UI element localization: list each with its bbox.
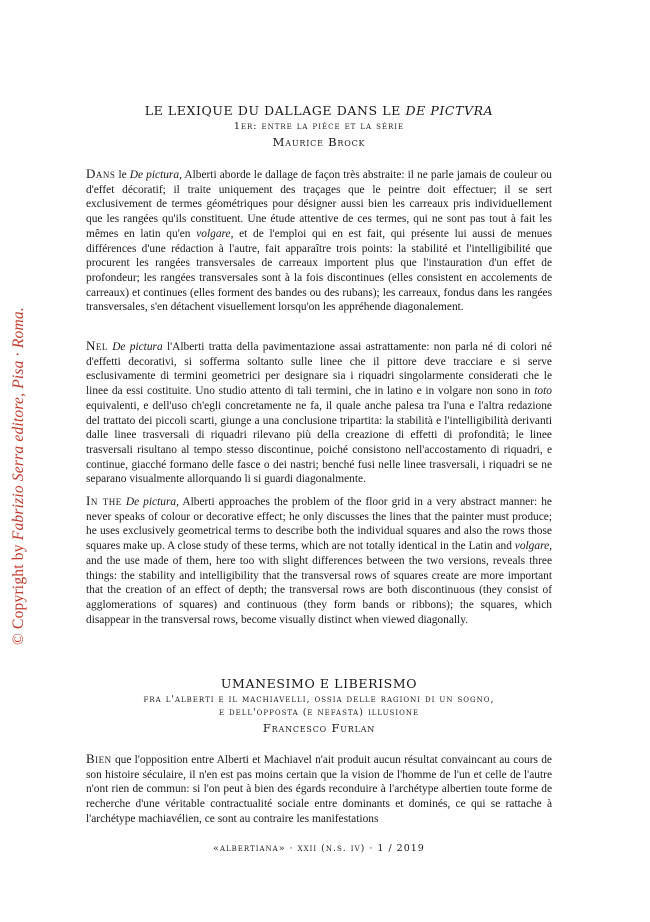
copyright-notice	[10, 265, 30, 645]
copyright-publisher: Fabrizio Serra editore, Pisa · Roma.	[10, 307, 27, 541]
copyright-symbol: ©	[10, 633, 27, 645]
article1-author: Maurice Brock	[272, 135, 366, 149]
abstract-english: In the De pictura, Alberti approaches the problem of the floor grid in a very abstract manner: he never speaks of colour or decorative effect; he only discusses the lines that the painter must produce; he uses exclusively geometrical terms to describe both the individual squares and also the rows those squares make up. A close study of these terms, which are not totally identical in the Latin and volgare, and the use made of them, here too with slight differences between the two versions, reveals three things: the stability and intelligibility that the transversal rows of squares create are more important that the creation of an effect of depth; the transversal rows are both discontinuous (they consist of agglomerations of squares) and continuous (they form bands or ribbons); the squares, which disappear in the transversal rows, become visually distinct when viewed diagonally.	[86, 493, 552, 626]
article2-heading	[86, 676, 552, 735]
article2-abstract-french: Bien que l'opposition entre Alberti et Machiavel n'ait produit aucun résultat convaincant au cours de son histoire séculaire, il n'en est pas moins certain que la vision de l'homme de l'un et celle de l'autre n'ont rien de commun: si l'on peut à bien des égards reconduire à l'archétype albertien toute forme de recherche d'une véritable contractualité sociale entre dominants et dominés, ce qui se rattache à l'archétype machiavélien, ce sont au contraire les manifestations	[86, 751, 552, 825]
abstract-french: Dans le De pictura, Alberti aborde le dallage de façon très abstraite: il ne parle jamais de couleur ou d'effet décoratif; il traite uniquement des traçages que le peintre doit effectuer; il se sert exclusivement de termes géométriques pour désigner aussi bien les carreaux pris individuellement que les rangées qu'ils constituent. Une étude attentive de ces termes, qui ne sont pas tout à fait les mêmes en latin qu'en volgare, et de l'emploi qui en est fait, qui présente lui aussi de menues différences d'une rédaction à l'autre, fait apparaître trois points: la stabilité et l'intelligibilité que procurent les rangées transversales de carreaux importent plus que l'instauration d'un effet de profondeur; les rangées transversales sont à la fois discontinues (elles consistent en accolements de carreaux) et continues (elles forment des bandes ou des rubans); les carreaux, fondus dans les rangées transversales, s'en détachent visuellement lorsqu'on les appréhende diagonalement.	[86, 166, 552, 314]
abstract-italian: Nel De pictura l'Alberti tratta della pavimentazione assai astrattamente: non parla né di colori né d'effetti decorativi, si soffermа soltanto sulle linee che il pittore deve tracciare e si serve esclusivamente di termini geometrici per designare sia i riquadri singolarmente considerati che le linee da essi costituite. Uno studio attento di tali termini, che in latino e in volgare non sono in toto equivalenti, e dell'uso ch'egli concretamente ne fa, il quale anche palesa tra l'una e l'altra redazione del trattato dei piccoli scarti, giunge a una conclusione tripartita: la stabilità e l'intelligibilità derivanti dalle linee trasversali di riquadri rilevano più della creazione di effetti di profondità; le linee trasversali risultano al tempo stesso discontinue, poiché consistono nell'accostamento di riquadri, e continue, giacché formano delle fasce o dei nastri; benché fusi nelle linee trasversali, i riquadri se ne separano visualmente allorquando li si guardi diagonalmente.	[86, 338, 552, 486]
article2-title: UMANESIMO E LIBERISMO	[220, 676, 418, 691]
copyright-prefix: Copyright by	[10, 544, 27, 629]
article1-subtitle: 1er: entre la pièce et la série	[233, 121, 405, 132]
page-footer: «albertiana» · xxii (n.s. iv) · 1 / 2019	[213, 843, 425, 854]
article2-subtitle-line1: fra l'alberti e il machiavelli, ossia delle ragioni di un sogno,	[143, 694, 495, 705]
article2-author: Francesco Furlan	[262, 721, 376, 735]
article1-heading	[86, 103, 552, 149]
article2-subtitle-line2: e dell'opposta (e nefasta) illusione	[218, 707, 420, 718]
article1-title: LE LEXIQUE DU DALLAGE DANS LE DE PICTVRA	[144, 103, 494, 118]
